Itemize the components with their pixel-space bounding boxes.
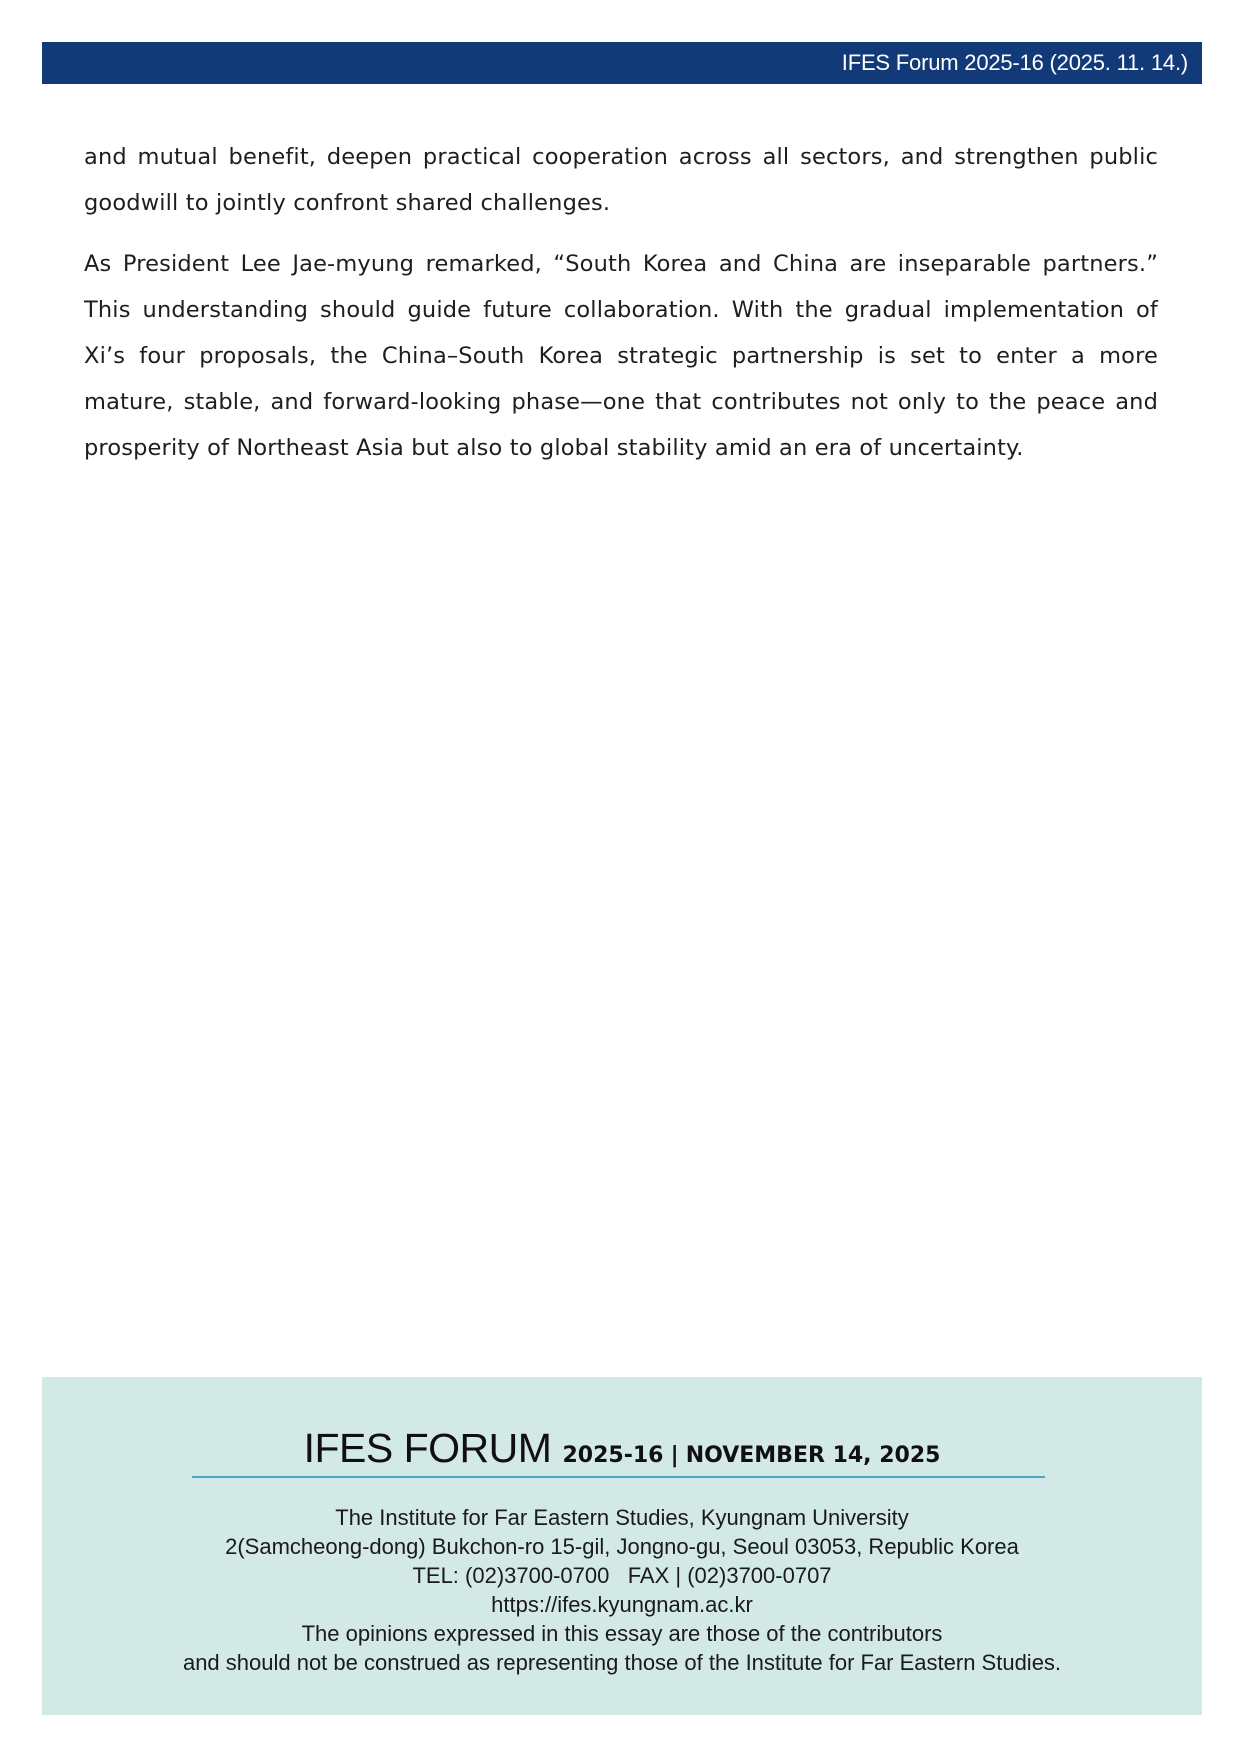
footer-info: [42, 1503, 1202, 1677]
footer-title: [42, 1425, 1202, 1472]
article-body: [84, 134, 1158, 486]
header-bar: [42, 42, 1202, 84]
footer-contact: TEL: (02)3700-0700 FAX | (02)3700-0707: [412, 1563, 832, 1588]
footer-date: NOVEMBER 14, 2025: [685, 1443, 941, 1468]
footer-institute: The Institute for Far Eastern Studies, Kyungnam University: [335, 1505, 909, 1530]
article-paragraph: As President Lee Jae-myung remarked, “South Korea and China are inseparable partners.” This understanding should guide future collaboration. With the gradual implementation of Xi’s four proposals, the China–South Korea strategic partnership is set to enter a more mature, stable, and forward-looking phase—one that contributes not only to the peace and prosperity of Northeast Asia but also to global stability amid an era of uncertainty.: [84, 251, 1158, 461]
footer-divider: [192, 1476, 1045, 1478]
header-label: IFES Forum 2025-16 (2025. 11. 14.): [841, 50, 1188, 75]
footer-forum-name: IFES FORUM: [303, 1425, 552, 1471]
footer-box: [42, 1377, 1202, 1715]
footer-disclaimer-line2: and should not be construed as representing those of the Institute for Far Eastern Studies.: [182, 1650, 1062, 1675]
article-paragraph: and mutual benefit, deepen practical cooperation across all sectors, and strengthen public goodwill to jointly confront shared challenges.: [84, 144, 1158, 216]
footer-disclaimer-line1: The opinions expressed in this essay are those of the contributors: [301, 1621, 943, 1646]
footer-issue: 2025-16: [562, 1443, 664, 1468]
footer-address: 2(Samcheong-dong) Bukchon-ro 15-gil, Jongno-gu, Seoul 03053, Republic Korea: [225, 1534, 1019, 1559]
footer-website[interactable]: https://ifes.kyungnam.ac.kr: [491, 1592, 753, 1617]
footer-separator: |: [670, 1443, 679, 1468]
